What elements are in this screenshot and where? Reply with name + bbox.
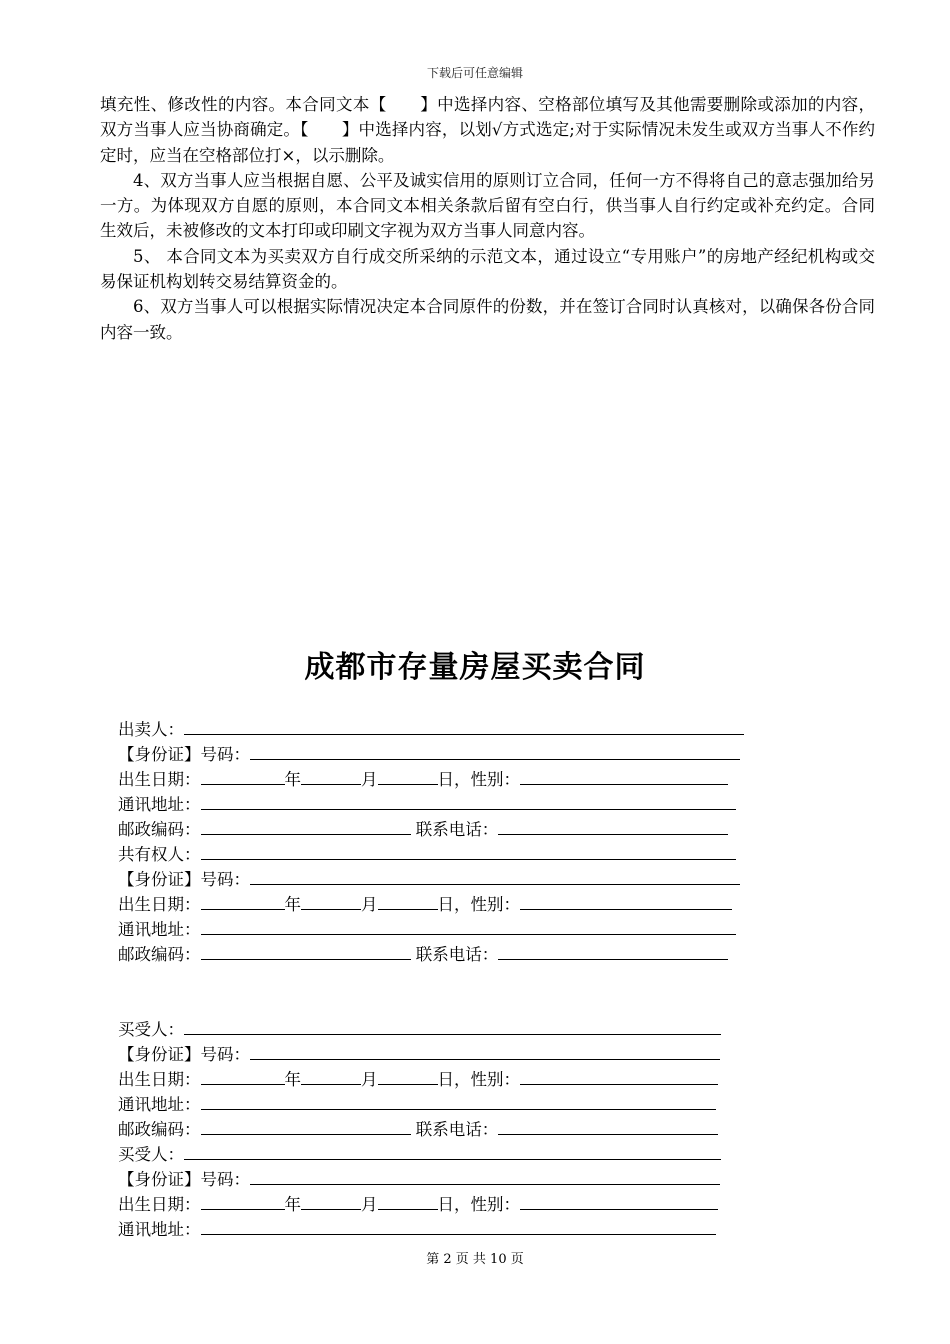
buyer2-gender-field[interactable] bbox=[520, 1191, 718, 1210]
month-label: 月 bbox=[361, 1070, 378, 1089]
co-owner-id-line bbox=[118, 866, 740, 891]
buyer-postal-field[interactable] bbox=[201, 1116, 411, 1135]
co-owner-birth-month-field[interactable] bbox=[301, 891, 361, 910]
id-card-label: 【身份证】号码： bbox=[118, 870, 250, 889]
seller-id-line bbox=[118, 741, 740, 766]
phone-label: 联系电话： bbox=[415, 1120, 499, 1139]
year-label: 年 bbox=[284, 1195, 301, 1214]
buyer-id-field[interactable] bbox=[250, 1041, 720, 1060]
seller-id-field[interactable] bbox=[250, 741, 740, 760]
co-owner-birth-line bbox=[118, 891, 732, 916]
seller-gender-field[interactable] bbox=[520, 766, 728, 785]
page-header: 下载后可任意编辑 bbox=[426, 66, 523, 80]
year-label: 年 bbox=[284, 895, 301, 914]
seller-contact-line bbox=[118, 816, 728, 841]
buyer-address-line bbox=[118, 1091, 716, 1116]
birth-date-label: 出生日期： bbox=[118, 1070, 201, 1089]
seller-name-field[interactable] bbox=[184, 716, 744, 735]
co-owner-address-field[interactable] bbox=[201, 916, 736, 935]
id-card-label: 【身份证】号码： bbox=[118, 1170, 250, 1189]
buyer2-address-line bbox=[118, 1216, 716, 1241]
day-gender-label: 日，性别： bbox=[437, 1195, 520, 1214]
buyer2-birth-year-field[interactable] bbox=[201, 1191, 285, 1210]
note-paragraph: 5、 本合同文本为买卖双方自行成交所采纳的示范文本，通过设立“专用账户”的房地产经纪机构或交易保证机构划转交易结算资金的。 bbox=[100, 246, 875, 292]
postal-code-label: 邮政编码： bbox=[118, 1120, 201, 1139]
buyer2-id-field[interactable] bbox=[250, 1166, 720, 1185]
buyer-contact-line bbox=[118, 1116, 718, 1141]
buyer-birth-line bbox=[118, 1066, 718, 1091]
buyer2-birth-month-field[interactable] bbox=[301, 1191, 361, 1210]
co-owner-label: 共有权人： bbox=[118, 845, 201, 864]
instructions-section bbox=[100, 92, 875, 345]
buyer-birth-year-field[interactable] bbox=[201, 1066, 285, 1085]
co-owner-line bbox=[118, 841, 736, 866]
buyer-phone-field[interactable] bbox=[498, 1116, 718, 1135]
birth-date-label: 出生日期： bbox=[118, 770, 201, 789]
seller-address-line bbox=[118, 791, 736, 816]
day-gender-label: 日，性别： bbox=[437, 770, 520, 789]
co-owner-name-field[interactable] bbox=[201, 841, 736, 860]
month-label: 月 bbox=[361, 895, 378, 914]
year-label: 年 bbox=[284, 770, 301, 789]
birth-date-label: 出生日期： bbox=[118, 1195, 201, 1214]
address-label: 通讯地址： bbox=[118, 1220, 201, 1239]
co-owner-address-line bbox=[118, 916, 736, 941]
address-label: 通讯地址： bbox=[118, 795, 201, 814]
phone-label: 联系电话： bbox=[415, 820, 499, 839]
buyer-name-field[interactable] bbox=[184, 1016, 721, 1035]
buyer-gender-field[interactable] bbox=[520, 1066, 718, 1085]
day-gender-label: 日，性别： bbox=[437, 895, 520, 914]
co-owner-gender-field[interactable] bbox=[520, 891, 732, 910]
buyer2-birth-line bbox=[118, 1191, 718, 1216]
co-owner-id-field[interactable] bbox=[250, 866, 740, 885]
buyer2-address-field[interactable] bbox=[201, 1216, 716, 1235]
buyer2-line bbox=[118, 1141, 721, 1166]
co-owner-phone-field[interactable] bbox=[498, 941, 728, 960]
seller-birth-year-field[interactable] bbox=[201, 766, 285, 785]
month-label: 月 bbox=[361, 1195, 378, 1214]
contract-title: 成都市存量房屋买卖合同 bbox=[304, 650, 646, 685]
co-owner-postal-field[interactable] bbox=[201, 941, 411, 960]
birth-date-label: 出生日期： bbox=[118, 895, 201, 914]
month-label: 月 bbox=[361, 770, 378, 789]
buyer-label: 买受人： bbox=[118, 1020, 184, 1039]
seller-line bbox=[118, 716, 744, 741]
seller-address-field[interactable] bbox=[201, 791, 736, 810]
id-card-label: 【身份证】号码： bbox=[118, 1045, 250, 1064]
seller-birth-month-field[interactable] bbox=[301, 766, 361, 785]
seller-postal-field[interactable] bbox=[201, 816, 411, 835]
id-card-label: 【身份证】号码： bbox=[118, 745, 250, 764]
buyer-line bbox=[118, 1016, 721, 1041]
co-owner-birth-year-field[interactable] bbox=[201, 891, 285, 910]
seller-birth-line bbox=[118, 766, 728, 791]
day-gender-label: 日，性别： bbox=[437, 1070, 520, 1089]
buyer-address-field[interactable] bbox=[201, 1091, 716, 1110]
buyer2-name-field[interactable] bbox=[184, 1141, 721, 1160]
seller-phone-field[interactable] bbox=[498, 816, 728, 835]
buyer-id-line bbox=[118, 1041, 720, 1066]
postal-code-label: 邮政编码： bbox=[118, 820, 201, 839]
year-label: 年 bbox=[284, 1070, 301, 1089]
note-paragraph: 6、双方当事人可以根据实际情况决定本合同原件的份数，并在签订合同时认真核对，以确保各份合同内容一致。 bbox=[100, 297, 875, 342]
postal-code-label: 邮政编码： bbox=[118, 945, 201, 964]
co-owner-contact-line bbox=[118, 941, 728, 966]
phone-label: 联系电话： bbox=[415, 945, 499, 964]
co-owner-birth-day-field[interactable] bbox=[378, 891, 438, 910]
note-paragraph: 4、双方当事人应当根据自愿、公平及诚实信用的原则订立合同，任何一方不得将自己的意志强加给另一方。为体现双方自愿的原则，本合同文本相关条款后留有空白行，供当事人自行约定或补充约定。合同生效后，未被修改的文本打印或印刷文字视为双方当事人同意内容。 bbox=[100, 170, 875, 241]
seller-birth-day-field[interactable] bbox=[378, 766, 438, 785]
seller-label: 出卖人： bbox=[118, 720, 184, 739]
buyer-birth-day-field[interactable] bbox=[378, 1066, 438, 1085]
page-footer: 第 2 页 共 10 页 bbox=[426, 1252, 524, 1267]
buyer2-birth-day-field[interactable] bbox=[378, 1191, 438, 1210]
buyer-birth-month-field[interactable] bbox=[301, 1066, 361, 1085]
note-paragraph: 填充性、修改性的内容。本合同文本【 】中选择内容、空格部位填写及其他需要删除或添加的内容，双方当事人应当协商确定。【 】中选择内容，以划√方式选定;对于实际情况未发生或双方当事人不作约定时，应当在空格部位打×，以示删除。 bbox=[100, 95, 875, 165]
buyer2-id-line bbox=[118, 1166, 720, 1191]
address-label: 通讯地址： bbox=[118, 1095, 201, 1114]
buyer-label: 买受人： bbox=[118, 1145, 184, 1164]
address-label: 通讯地址： bbox=[118, 920, 201, 939]
